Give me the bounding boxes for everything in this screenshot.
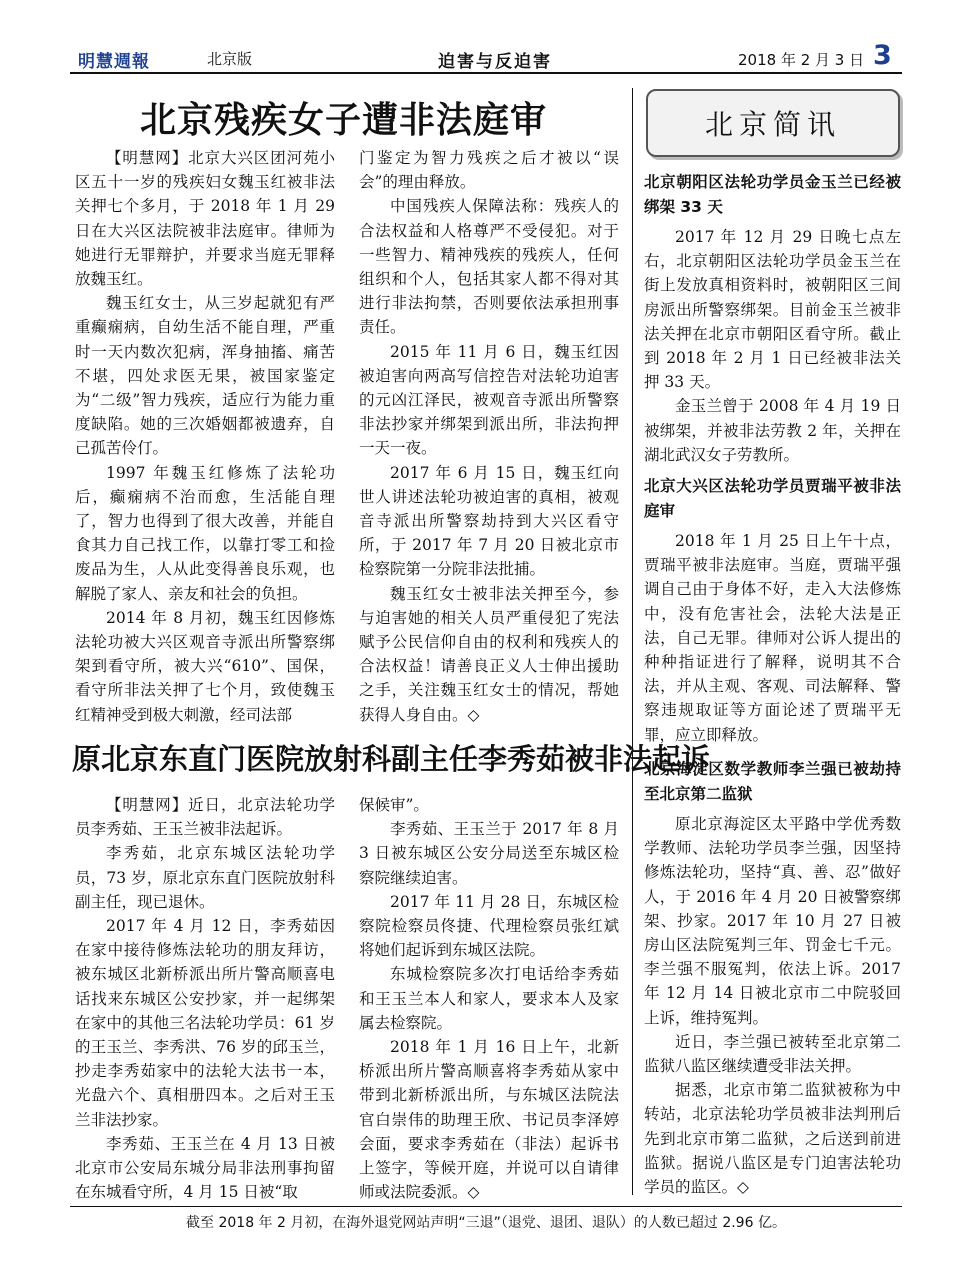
paragraph: 2017 年 4 月 12 日，李秀茹因在家中接待修炼法轮功的朋友拜访，被东城区北新桥派出所片警高顺喜电话找来东城区公安抄家，并一起绑架在家中的其他三名法轮功学员：61 岁的王玉兰、李秀洪、76 岁的邱玉兰，抄走李秀茹家中的法轮大法书一本，光盘六个、真相册四本。之后对王玉兰非法抄家。 [75, 917, 335, 1129]
paragraph: 据悉，北京市第二监狱被称为中转站，北京法轮功学员被非法判刑后先到北京市第二监狱，之后送到前进监狱。据说八监区是专门迫害法轮功学员的监区。◇ [644, 1081, 901, 1197]
paragraph: 东城检察院多次打电话给李秀茹和王玉兰本人和家人，要求本人及家属去检察院。 [359, 965, 619, 1032]
article2-title: 原北京东直门医院放射科副主任李秀茹被非法起诉 [72, 742, 711, 776]
paragraph: 保候审”。 [359, 796, 429, 814]
issue-date: 2018 年 2 月 3 日 [738, 51, 865, 69]
paragraph: 2018 年 1 月 25 日上午十点，贾瑞平被非法庭审。当庭，贾瑞平强调自己由于身体不好，走入大法修炼中，没有危害社会，法轮大法是正法，自己无罪。律师对公诉人提出的种种指证进行了解释，说明其不合法，并从主观、客观、司法解释、警察违规取证等方面论述了贾瑞平无罪，应立即释放。 [644, 532, 901, 744]
paragraph: 原北京海淀区太平路中学优秀数学教师、法轮功学员李兰强，因坚持修炼法轮功，坚持“真、善、忍”做好人，于 2016 年 4 月 20 日被警察绑架、抄家。2017 年 10 月 27 日被房山区法院冤判三年、罚金七千元。李兰强不服冤判，依法上诉。2017 年 12 月 14 日被北京市二中院驳回上诉，维持冤判。 [644, 815, 901, 1027]
brief-headline: 北京海淀区数学教师李兰强已被劫持至北京第二监狱 [644, 760, 901, 803]
article2-column-2 [359, 793, 619, 1204]
brief-item [644, 170, 901, 467]
footer-rule [70, 1206, 902, 1207]
brief-headline: 北京朝阳区法轮功学员金玉兰已经被绑架 33 天 [644, 173, 901, 216]
paragraph: 中国残疾人保障法称：残疾人的合法权益和人格尊严不受侵犯。对于一些智力、精神残疾的残疾人，任何组织和个人，包括其家人都不得对其进行非法拘禁，否则要依法承担刑事责任。 [359, 197, 619, 337]
footer-note: 截至 2018 年 2 月初，在海外退党网站声明“三退”（退党、退团、退队）的人数已超过 2.96 亿。 [186, 1215, 786, 1231]
paragraph: 【明慧网】北京大兴区团河苑小区五十一岁的残疾妇女魏玉红被非法关押七个多月，于 2018 年 1 月 29 日在大兴区法院被非法庭审。律师为她进行无罪辩护，并要求当庭无罪释放魏玉红。 [75, 149, 335, 289]
edition-label: 北京版 [207, 50, 253, 68]
paragraph: 1997 年魏玉红修炼了法轮功后，癫痫病不治而愈，生活能自理了，智力也得到了很大改善，并能自食其力自己找工作，以靠打零工和捡废品为生，人从此变得善良乐观，也解脱了家人、亲友和社会的负担。 [75, 463, 335, 603]
paragraph: 门鉴定为智力残疾之后才被以“误会”的理由释放。 [359, 149, 619, 192]
paragraph: 李秀茹、王玉兰于 2017 年 8 月 3 日被东城区公安分局送至东城区检察院继续迫害。 [359, 820, 619, 887]
paragraph: 魏玉红女士，从三岁起就犯有严重癫痫病，自幼生活不能自理，严重时一天内数次犯病，浑身抽搐、痛苦不堪，四处求医无果，被国家鉴定为“二级”智力残疾，适应行为能力重度缺陷。她的三次婚姻都被遗弃，自己孤苦伶仃。 [75, 294, 335, 458]
paragraph: 李秀茹，北京东城区法轮功学员，73 岁，原北京东直门医院放射科副主任，现已退休。 [75, 844, 335, 911]
header-rule [70, 72, 902, 74]
brief-headline: 北京大兴区法轮功学员贾瑞平被非法庭审 [644, 477, 901, 520]
article1-title: 北京残疾女子遭非法庭审 [140, 99, 548, 141]
section-title: 迫害与反迫害 [438, 52, 552, 72]
paragraph: 魏玉红女士被非法关押至今，参与迫害她的相关人员严重侵犯了宪法赋予公民信仰自由的权利和残疾人的合法权益！请善良正义人士伸出援助之手，关注魏玉红女士的情况，帮她获得人身自由。◇ [359, 584, 619, 724]
masthead-brand: 明慧週報 [78, 52, 150, 72]
paragraph: 李秀茹、王玉兰在 4 月 13 日被北京市公安局东城分局非法刑事拘留在东城看守所，4 月 15 日被“取 [75, 1134, 335, 1202]
paragraph: 2017 年 6 月 15 日，魏玉红向世人讲述法轮功被迫害的真相，被观音寺派出所警察劫持到大兴区看守所，于 2017 年 7 月 20 日被北京市检察院第一分院非法批捕。 [359, 463, 619, 579]
paragraph: 2014 年 8 月初，魏玉红因修炼法轮功被大兴区观音寺派出所警察绑架到看守所，被大兴“610”、国保，看守所非法关押了七个月，致使魏玉红精神受到极大刺激，经司法部 [75, 608, 335, 724]
brief-item [644, 474, 901, 747]
paragraph: 2018 年 1 月 16 日上午，北新桥派出所片警高顺喜将李秀茹从家中带到北新桥派出所，与东城区法院法官白崇伟的助理王欣、书记员李泽婷会面，要求李秀茹在（非法）起诉书上签字，等候开庭，并说可以自请律师或法院委派。◇ [359, 1038, 619, 1202]
paragraph: 近日，李兰强已被转至北京第二监狱八监区继续遭受非法关押。 [644, 1032, 901, 1076]
article1-column-2 [359, 146, 619, 727]
article1-column-1 [75, 146, 335, 727]
briefs-title: 北京简讯 [704, 108, 841, 141]
brief-item [644, 757, 901, 1199]
column-divider [632, 88, 633, 1195]
article2-column-1 [75, 793, 335, 1204]
paragraph: 【明慧网】近日，北京法轮功学员李秀茹、王玉兰被非法起诉。 [75, 796, 335, 839]
page-number: 3 [873, 40, 892, 71]
paragraph: 金玉兰曾于 2008 年 4 月 19 日被绑架，并被非法劳教 2 年，关押在湖北武汉女子劳教所。 [644, 397, 901, 464]
paragraph: 2017 年 11 月 28 日，东城区检察院检察员佟捷、代理检察员张红斌将她们起诉到东城区法院。 [359, 892, 619, 960]
paragraph: 2017 年 12 月 29 日晚七点左右，北京朝阳区法轮功学员金玉兰在街上发放真相资料时，被朝阳区三间房派出所警察绑架。目前金玉兰被非法关押在北京市朝阳区看守所。截止到 2018 年 2 月 1 日已经被非法关押 33 天。 [644, 228, 901, 392]
paragraph: 2015 年 11 月 6 日，魏玉红因被迫害向两高写信控告对法轮功迫害的元凶江泽民，被观音寺派出所警察非法抄家并绑架到派出所，非法拘押一天一夜。 [359, 342, 619, 458]
